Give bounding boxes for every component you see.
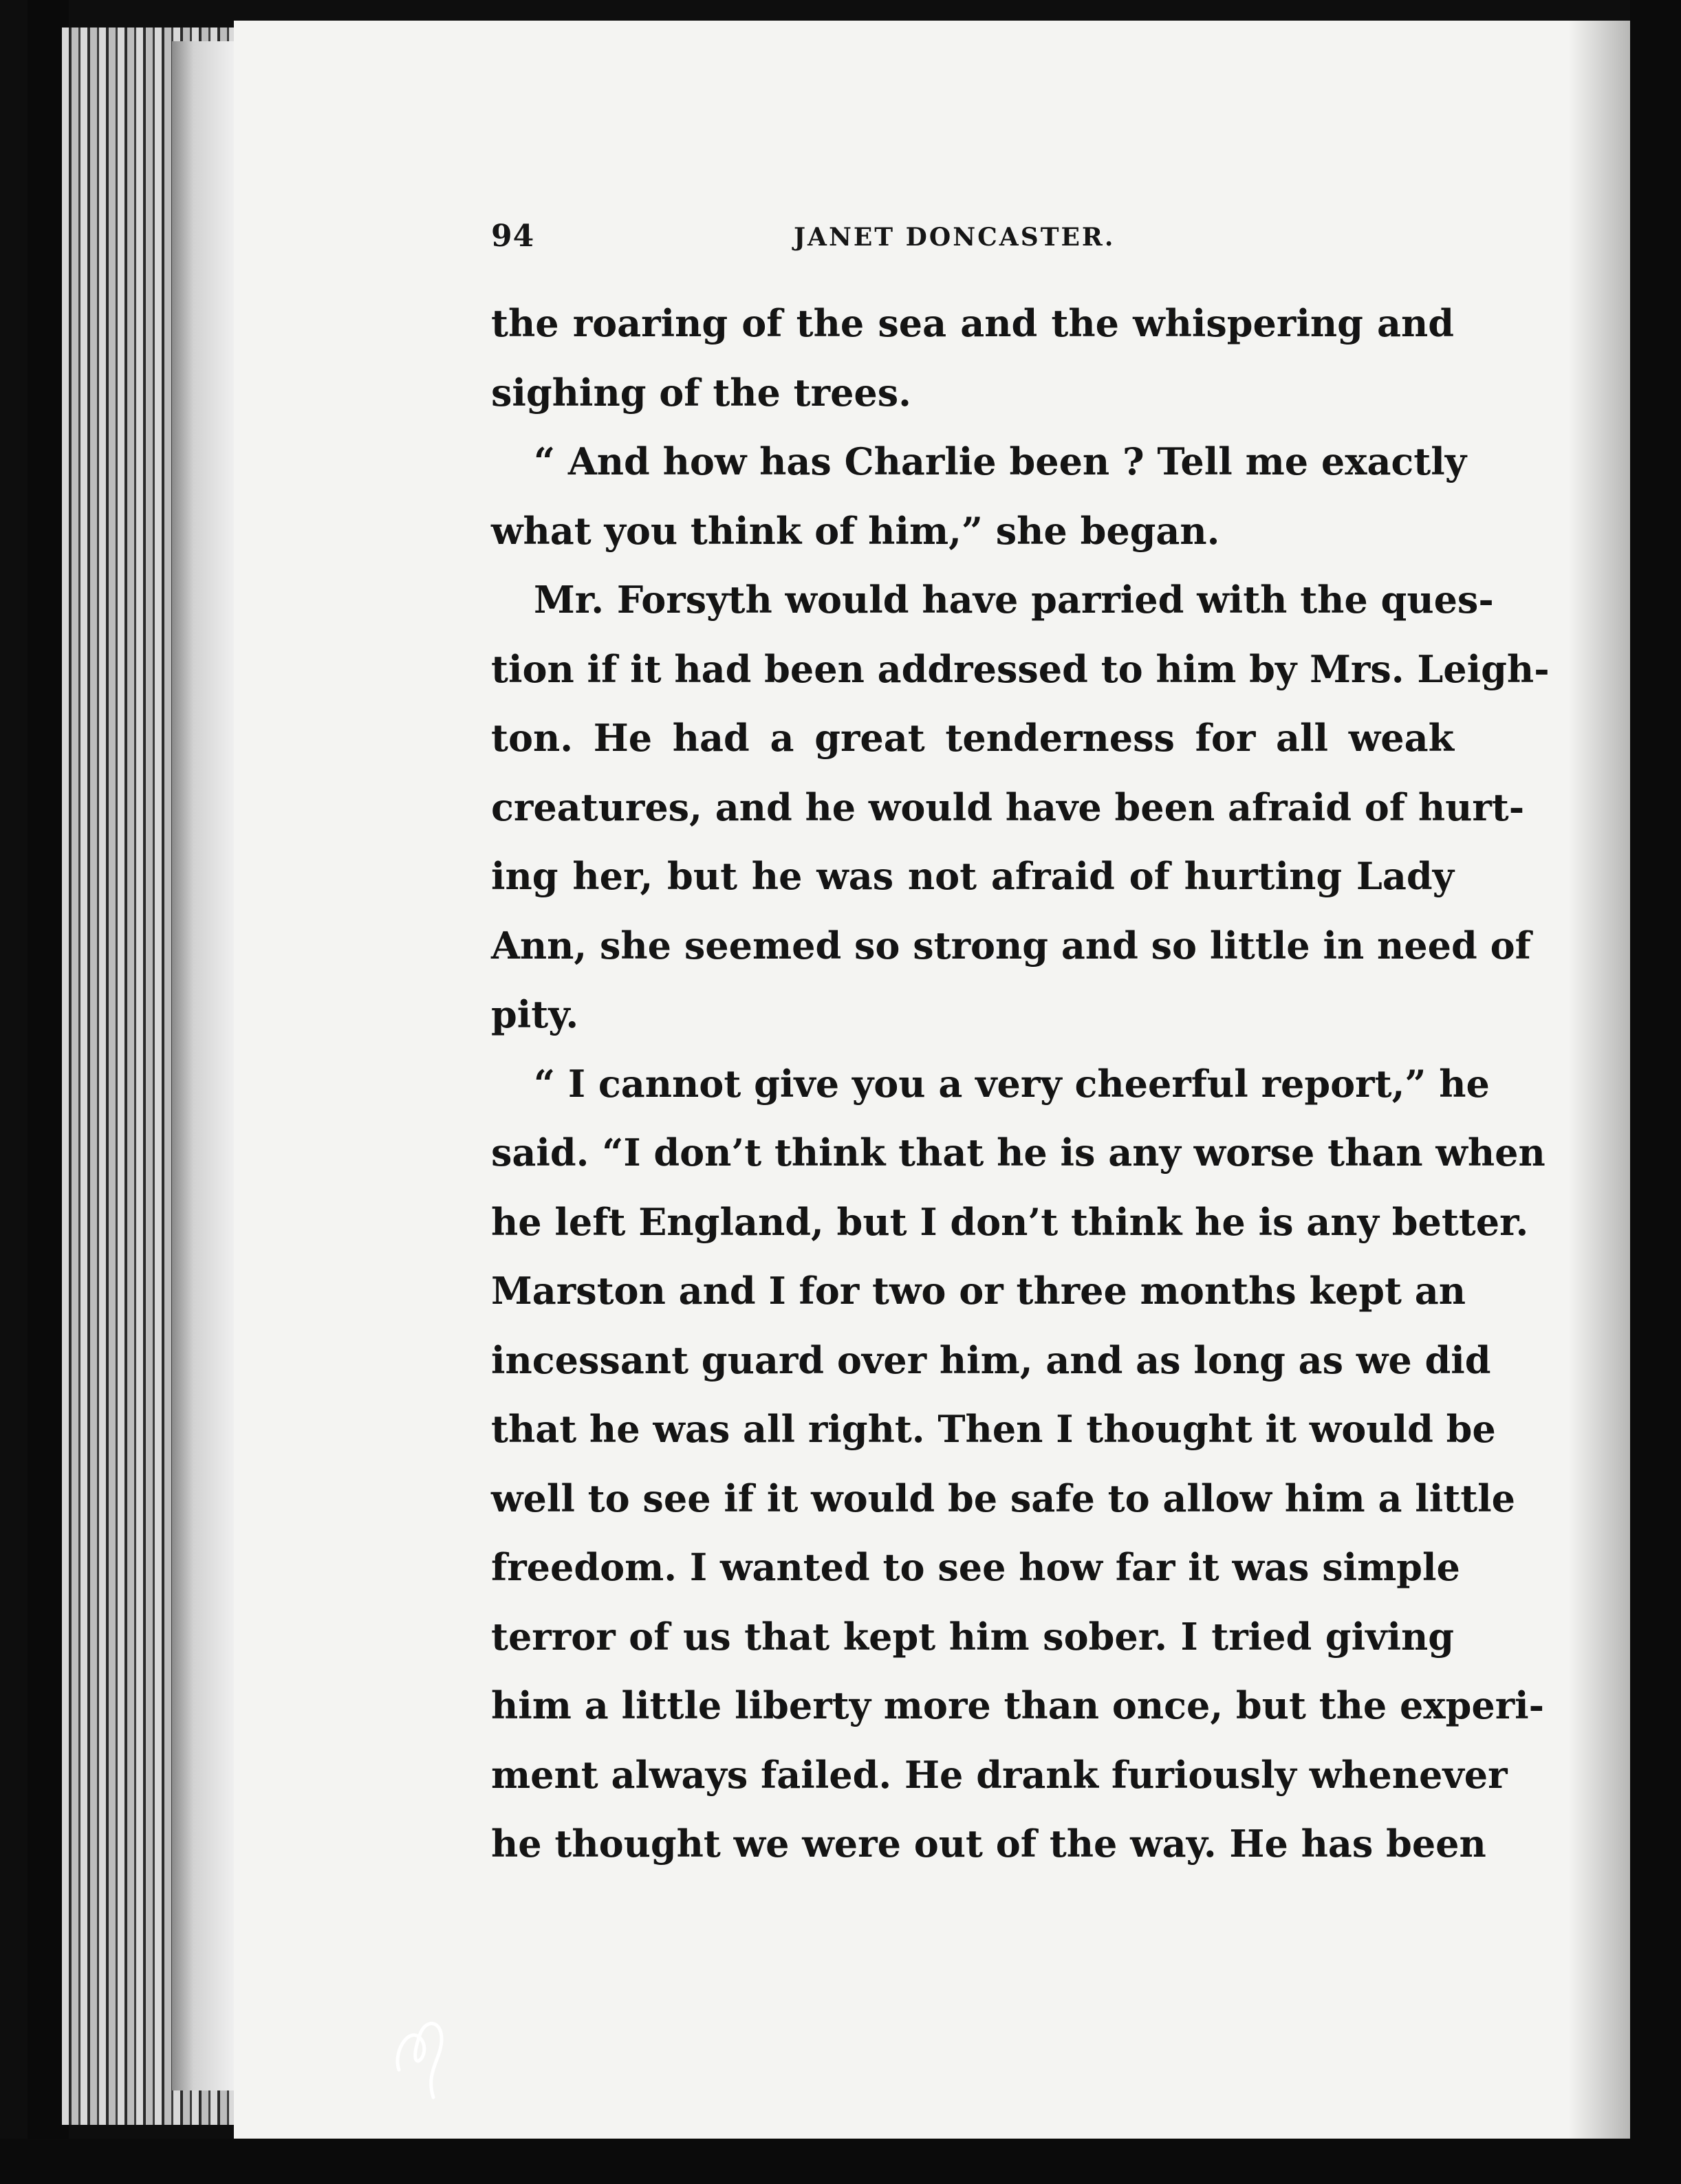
page-number: 94	[491, 219, 535, 254]
right-scan-border	[1630, 0, 1681, 2184]
text-line: sighing of the trees.	[491, 370, 911, 415]
text-line: tion if it had been addressed to him by Mrs. Leigh-	[491, 646, 1550, 691]
text-line: ing her, but he was not afraid of hurting Lady	[491, 854, 1454, 898]
text-line: him a little liberty more than once, but the experi-	[491, 1683, 1545, 1727]
text-line: ton. He had a great tenderness for all weak	[491, 716, 1454, 760]
text-line: Ann, she seemed so strong and so little in need of	[491, 923, 1531, 968]
text-line: that he was all right. Then I thought it would be	[491, 1407, 1496, 1451]
text-line: pity.	[491, 992, 579, 1036]
text-line: creatures, and he would have been afraid of hurt-	[491, 785, 1525, 829]
text-line: freedom. I wanted to see how far it was simple	[491, 1545, 1460, 1589]
page-body	[491, 289, 1550, 1879]
bottom-scan-border	[0, 2139, 1681, 2184]
text-line: incessant guard over him, and as long as we did	[491, 1337, 1491, 1382]
text-line: Marston and I for two or three months kept an	[491, 1269, 1466, 1313]
text-line: “ I cannot give you a very cheerful report,” he	[534, 1061, 1490, 1106]
text-line: Mr. Forsyth would have parried with the ques-	[534, 578, 1494, 622]
book-gutter-shadow	[172, 41, 234, 2090]
text-line: well to see if it would be safe to allow him a little	[491, 1476, 1516, 1520]
page-header	[491, 219, 1440, 260]
running-title: JANET DONCASTER.	[794, 223, 1116, 252]
text-line: the roaring of the sea and the whispering and	[491, 301, 1454, 345]
text-line: what you think of him,” she began.	[491, 508, 1220, 553]
text-line: he left England, but I don’t think he is any better.	[491, 1199, 1529, 1244]
handwritten-mark	[385, 1994, 468, 2104]
text-line: ment always failed. He drank furiously whenever	[491, 1752, 1508, 1797]
text-line: terror of us that kept him sober. I tried giving	[491, 1614, 1454, 1659]
text-line: said. “I don’t think that he is any worse than when	[491, 1131, 1546, 1175]
text-line: “ And how has Charlie been ? Tell me exactly	[534, 439, 1467, 483]
text-line: he thought we were out of the way. He has been	[491, 1822, 1486, 1866]
